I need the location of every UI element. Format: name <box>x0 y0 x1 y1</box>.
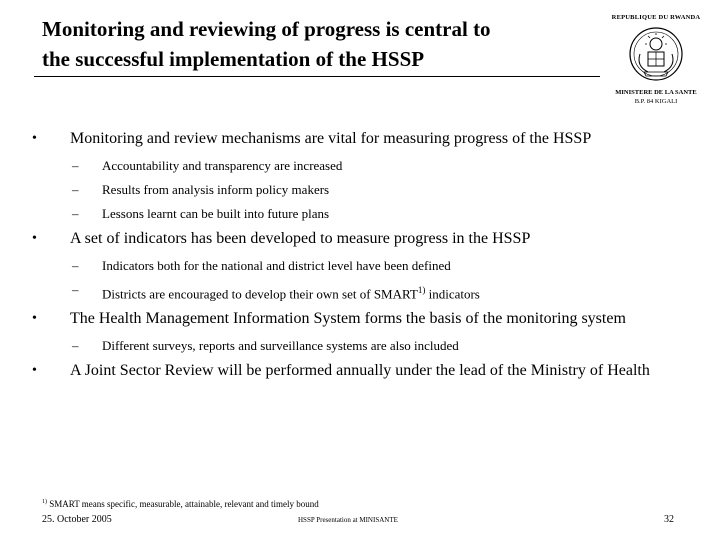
slide-title <box>42 14 602 74</box>
dash-glyph: – <box>72 158 79 173</box>
bullet-item <box>30 228 700 250</box>
coat-of-arms-icon <box>626 24 686 86</box>
title-line-1: Monitoring and reviewing of progress is central to <box>42 17 491 41</box>
sub-text-end: indicators <box>425 286 480 302</box>
ministry-logo <box>596 8 716 110</box>
sub-list <box>30 334 700 358</box>
sub-item <box>30 178 700 202</box>
sub-item <box>30 202 700 226</box>
sub-text: Lessons learnt can be built into future plans <box>102 206 330 221</box>
logo-country: REPUBLIQUE DU RWANDA <box>611 14 701 21</box>
bullet-text: Monitoring and review mechanisms are vital for measuring progress of the HSSP <box>70 130 592 147</box>
title-line-2: the successful implementation of the HSSP <box>42 47 425 71</box>
sub-list <box>30 254 700 306</box>
bullet-dot: • <box>32 231 37 246</box>
title-divider <box>34 76 600 77</box>
footnote-marker: 1) <box>42 499 47 505</box>
logo-ministry: MINISTERE DE LA SANTE <box>615 89 697 96</box>
sub-text: Results from analysis inform policy makers <box>102 182 330 197</box>
sub-item <box>30 154 700 178</box>
bullet-item <box>30 128 700 150</box>
sub-list <box>30 154 700 226</box>
footnote <box>42 499 319 509</box>
dash-glyph: – <box>72 206 79 221</box>
sub-item <box>30 254 700 278</box>
footnote-text: SMART means specific, measurable, attainable, relevant and timely bound <box>49 499 319 509</box>
bullet-item <box>30 360 700 382</box>
footer-presentation: HSSP Presentation at MINISANTE <box>298 516 398 524</box>
bullet-dot: • <box>32 311 37 327</box>
bullet-list <box>30 128 700 382</box>
bullet-dot: • <box>32 363 37 379</box>
dash-glyph: – <box>72 182 79 197</box>
bullet-dot: • <box>32 131 37 146</box>
sub-text: Indicators both for the national and district level have been defined <box>102 258 451 273</box>
sub-item <box>30 334 700 358</box>
sub-text: Accountability and transparency are increased <box>102 158 343 173</box>
page-number: 32 <box>664 514 674 525</box>
footer-date: 25. October 2005 <box>42 514 112 525</box>
sub-text: Districts are encouraged to develop their own set of SMART <box>102 286 418 302</box>
footnote-ref: 1) <box>417 285 426 295</box>
sub-item <box>30 278 700 306</box>
logo-address: B.P. 84 KIGALI <box>634 98 678 105</box>
sub-text: Different surveys, reports and surveillance systems are also included <box>102 338 459 354</box>
dash-glyph: – <box>72 282 79 297</box>
dash-glyph: – <box>72 258 79 273</box>
bullet-item <box>30 308 700 330</box>
bullet-text: A set of indicators has been developed to measure progress in the HSSP <box>70 230 531 247</box>
dash-glyph: – <box>72 338 79 354</box>
bullet-text: A Joint Sector Review will be performed annually under the lead of the Ministry of Health <box>70 362 650 380</box>
bullet-text: The Health Management Information System forms the basis of the monitoring system <box>70 310 626 328</box>
